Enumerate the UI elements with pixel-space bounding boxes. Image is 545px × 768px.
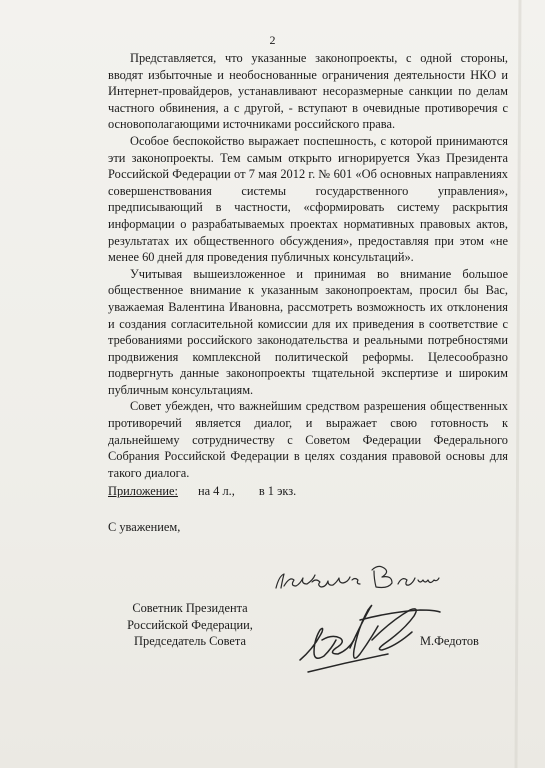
signatory-name: М.Федотов <box>420 634 479 648</box>
paragraph: Представляется, что указанные законопроекты, с одной стороны, вводят избыточные и необоснованные ограничения деятельности НКО и Интернет-провайдеров, устанавливают несоразмерные санкции по делам частного обвинения, а с другой, - вступают в очевидные противоречия с основополагающими источниками российского права. <box>108 51 508 132</box>
signatory-title-line: Председатель Совета <box>134 634 246 649</box>
page-number: 2 <box>269 33 276 47</box>
paragraph: Учитывая вышеизложенное и принимая во внимание большое общественное внимание к указанным законопроектам, просил бы Вас, уважаемая Валентина Ивановна, рассмотреть возможность их отклонения и создания согласительной комиссии для их приведения в соответствие с требованиями российского законодательства и реальными потребностями продвижения комплексной политической реформы. Целесообразно подвергнуть данные законопроекты тщательной экспертизе и широким публичным консультациям. <box>108 266 508 397</box>
letter-body <box>108 50 508 500</box>
attachment-line <box>108 483 508 500</box>
attachment-pages: на 4 л., <box>197 484 235 499</box>
attachment-label: Приложение: <box>108 484 178 499</box>
signatory-title <box>110 600 270 650</box>
attachment-copies: в 1 экз. <box>258 484 297 499</box>
paragraph: Совет убежден, что важнейшим средством разрешения общественных противоречий является диалог, и выражает свою готовность к дальнейшему сотрудничеству с Советом Федерации Федерального Собрания Российской Федерации в целях создания правовой основы для такого диалога. <box>108 399 508 480</box>
closing-salutation: С уважением, <box>108 520 181 534</box>
paragraph: Особое беспокойство выражает поспешность, с которой принимаются эти законопроекты. Тем самым открыто игнорируется Указ Президента Российской Федерации от 7 мая 2012 г. № 601 «Об основных направлениях совершенствования системы государственного управления», предписывающий в частности, «сформировать систему раскрытия информации о разрабатываемых проектах нормативных правовых актов, результатах их общественного обсуждения», предоставляя при этом «не менее 60 дней для проведения публичных консультаций». <box>108 133 508 265</box>
signatory-title-line: Советник Президента <box>132 601 248 615</box>
signatory-title-line: Российской Федерации, <box>127 617 253 632</box>
